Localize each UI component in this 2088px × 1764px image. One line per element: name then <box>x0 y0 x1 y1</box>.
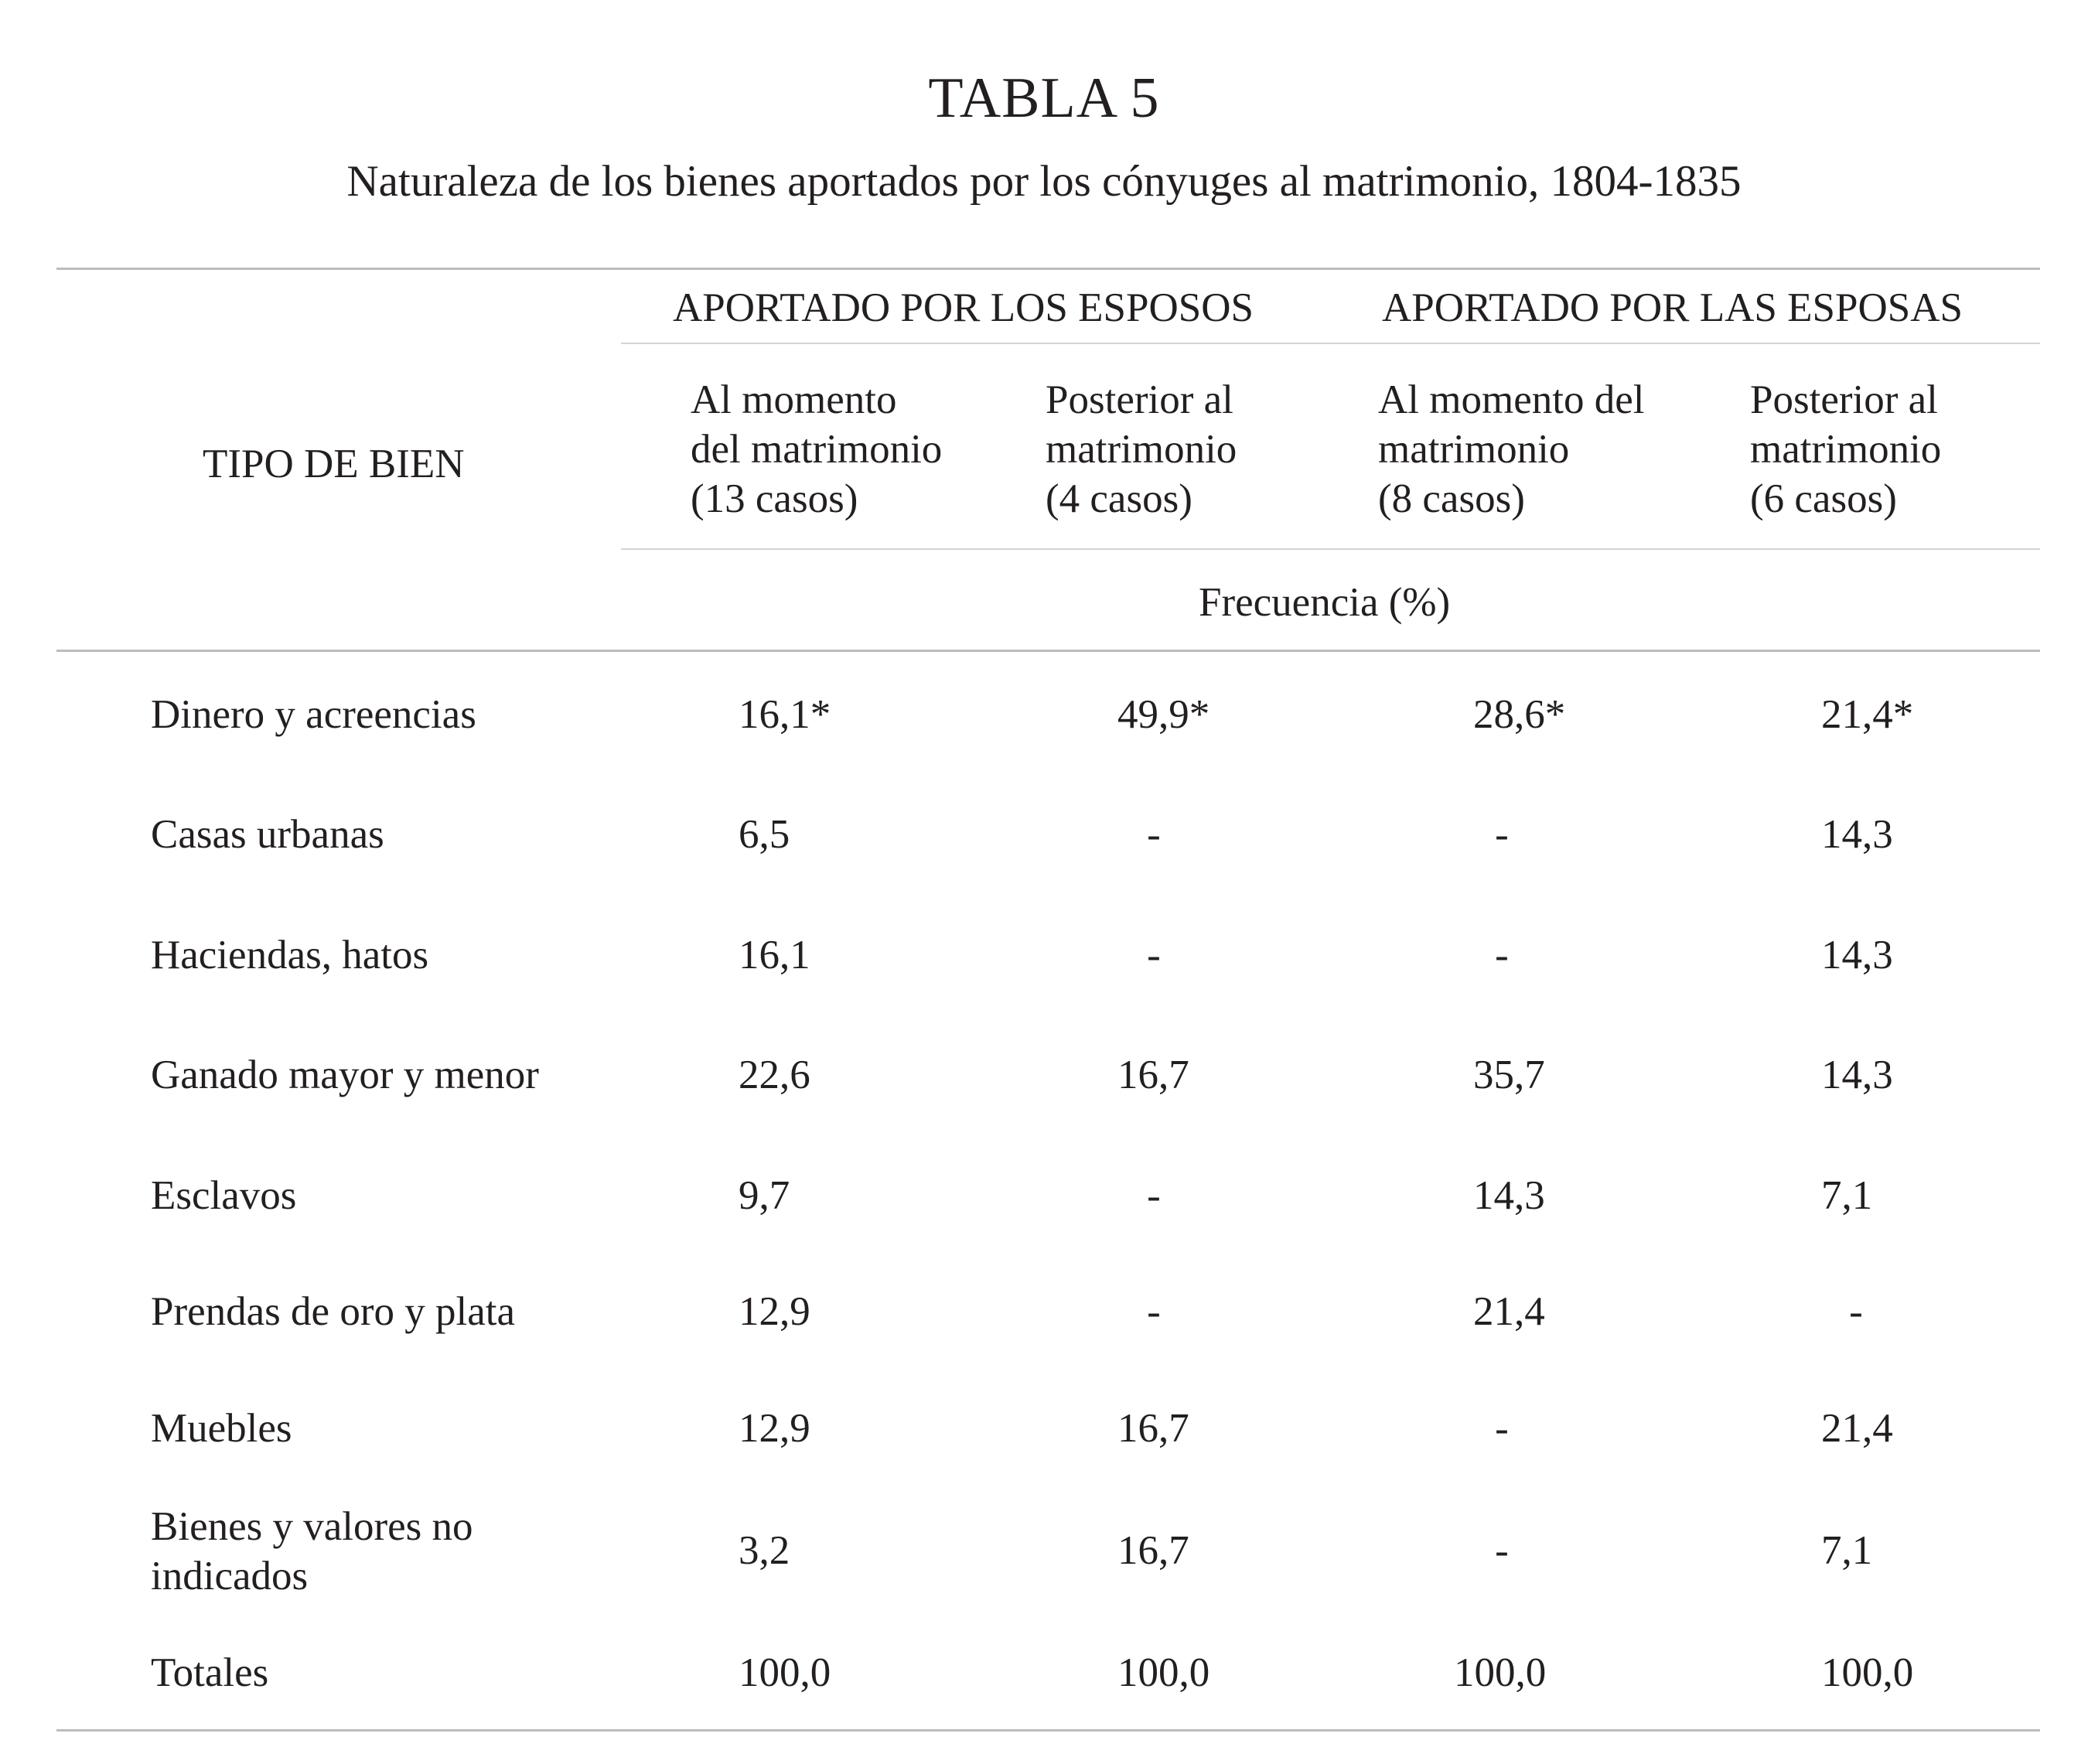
header-group-esposos: APORTADO POR LOS ESPOSOS <box>673 285 1254 330</box>
table-cell: 14,3 <box>1473 1173 1545 1218</box>
table-title: TABLA 5 <box>928 67 1160 130</box>
table-cell: 35,7 <box>1473 1053 1545 1097</box>
row-label: Ganado mayor y menor <box>151 1053 539 1097</box>
col-header-esposas-posterior: Posterior al matrimonio (6 casos) <box>1750 377 1942 521</box>
table-cell: 6,5 <box>739 812 790 857</box>
table-cell: - <box>1495 812 1509 857</box>
table-cell: 21,4* <box>1821 692 1914 737</box>
table-cell: 16,7 <box>1117 1528 1189 1573</box>
table-cell: - <box>1147 1173 1161 1218</box>
table-cell: 12,9 <box>739 1406 810 1451</box>
table-cell: - <box>1849 1289 1863 1334</box>
row-label: Haciendas, hatos <box>151 933 429 978</box>
subheader-rule <box>621 548 2040 550</box>
table-cell: 14,3 <box>1821 1053 1893 1097</box>
frequency-unit-label: Frecuencia (%) <box>1199 580 1451 625</box>
table-cell: 7,1 <box>1821 1173 1873 1218</box>
row-label: Casas urbanas <box>151 812 384 857</box>
table-cell: - <box>1147 812 1161 857</box>
row-label-totales: Totales <box>151 1650 269 1695</box>
row-label: Bienes y valores no indicados <box>151 1504 473 1599</box>
table-subtitle: Naturaleza de los bienes aportados por los cónyuges al matrimonio, 1804-1835 <box>346 157 1742 206</box>
header-tipo-de-bien: TIPO DE BIEN <box>203 442 465 486</box>
header-bottom-rule <box>56 650 2040 652</box>
col-header-esposas-al-momento: Al momento del matrimonio (8 casos) <box>1378 377 1645 521</box>
table-cell: 14,3 <box>1821 812 1893 857</box>
bottom-rule <box>56 1729 2040 1732</box>
row-label: Esclavos <box>151 1173 297 1218</box>
row-label: Dinero y acreencias <box>151 692 476 737</box>
row-label: Muebles <box>151 1406 292 1451</box>
table-cell: - <box>1495 1406 1509 1451</box>
table-cell: 21,4 <box>1473 1289 1545 1334</box>
col-header-esposos-al-momento: Al momento del matrimonio (13 casos) <box>691 377 943 521</box>
total-cell: 100,0 <box>1821 1650 1914 1695</box>
table-cell: 9,7 <box>739 1173 790 1218</box>
table-cell: 14,3 <box>1821 933 1893 978</box>
col-header-esposos-posterior: Posterior al matrimonio (4 casos) <box>1046 377 1237 521</box>
table-cell: 21,4 <box>1821 1406 1893 1451</box>
table-cell: 7,1 <box>1821 1528 1873 1573</box>
table-cell: - <box>1495 1528 1509 1573</box>
table-cell: - <box>1147 1289 1161 1334</box>
table-cell: 49,9* <box>1117 692 1210 737</box>
table-cell: - <box>1495 933 1509 978</box>
table-cell: - <box>1147 933 1161 978</box>
table-cell: 22,6 <box>739 1053 810 1097</box>
row-label: Prendas de oro y plata <box>151 1289 515 1334</box>
total-cell: 100,0 <box>1454 1650 1547 1695</box>
header-group-esposas: APORTADO POR LAS ESPOSAS <box>1382 285 1963 330</box>
table-cell: 16,1 <box>739 933 810 978</box>
table-cell: 12,9 <box>739 1289 810 1334</box>
top-rule <box>56 268 2040 270</box>
table-cell: 3,2 <box>739 1528 790 1573</box>
table-cell: 16,7 <box>1117 1406 1189 1451</box>
total-cell: 100,0 <box>739 1650 831 1695</box>
group-rule <box>621 343 2040 344</box>
table-cell: 16,1* <box>739 692 831 737</box>
table-cell: 28,6* <box>1473 692 1566 737</box>
table-cell: 16,7 <box>1117 1053 1189 1097</box>
total-cell: 100,0 <box>1117 1650 1210 1695</box>
